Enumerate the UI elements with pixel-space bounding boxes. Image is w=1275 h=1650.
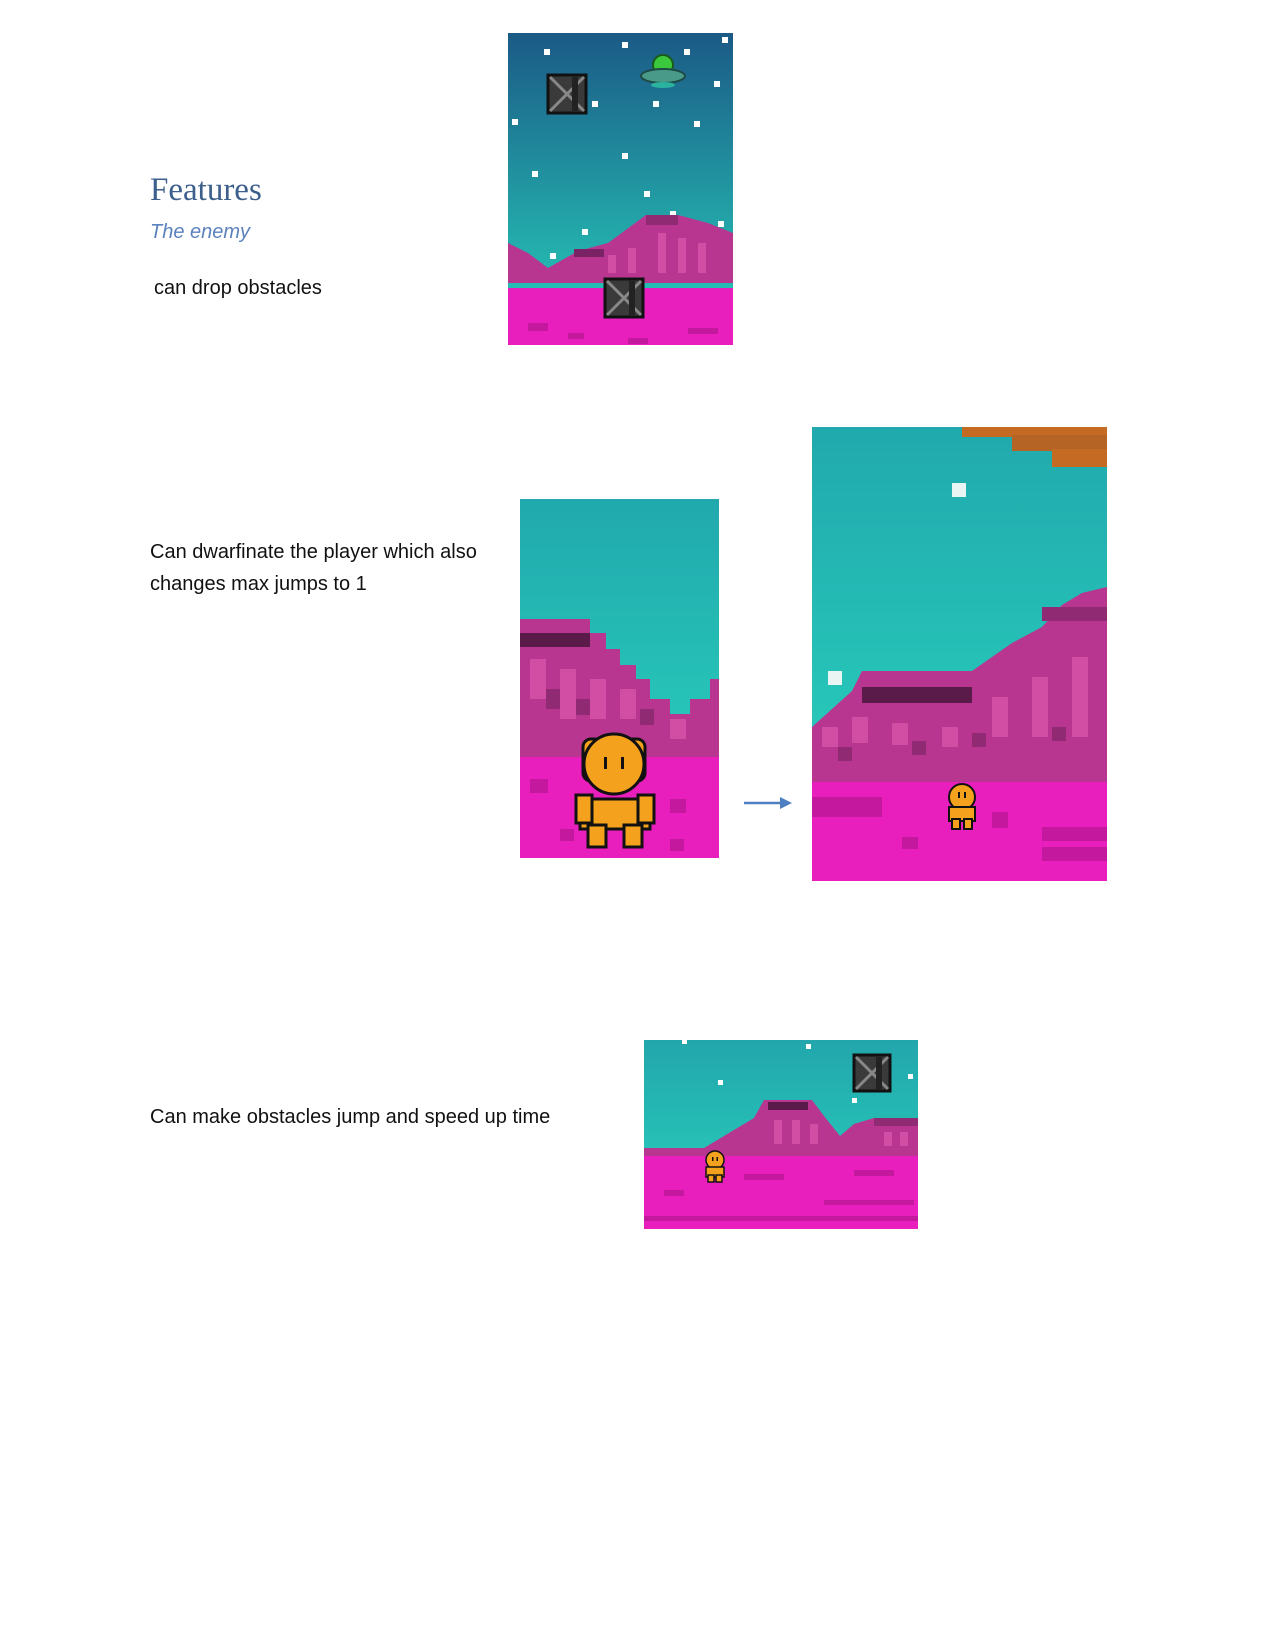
- star: [828, 671, 842, 685]
- player-small: [706, 1151, 724, 1182]
- feature-drop-text: can drop obstacles: [154, 277, 322, 299]
- screenshot-player-normal: [520, 499, 719, 858]
- falling-crate: [548, 75, 586, 113]
- arrow-icon: [744, 794, 792, 812]
- page-subheading: The enemy: [150, 221, 251, 243]
- feature-jump-text: Can make obstacles jump and speed up time: [150, 1106, 551, 1128]
- screenshot-drop-obstacles: [508, 33, 733, 345]
- star: [952, 483, 966, 497]
- crate: [854, 1055, 890, 1091]
- page-heading: Features: [150, 172, 262, 208]
- ground-crate: [605, 279, 643, 317]
- screenshot-obstacles-jump: [644, 1040, 918, 1229]
- screenshot-player-dwarfed: [812, 427, 1107, 881]
- feature-dwarf-text: Can dwarfinate the player which also changes max jumps to 1: [150, 541, 477, 595]
